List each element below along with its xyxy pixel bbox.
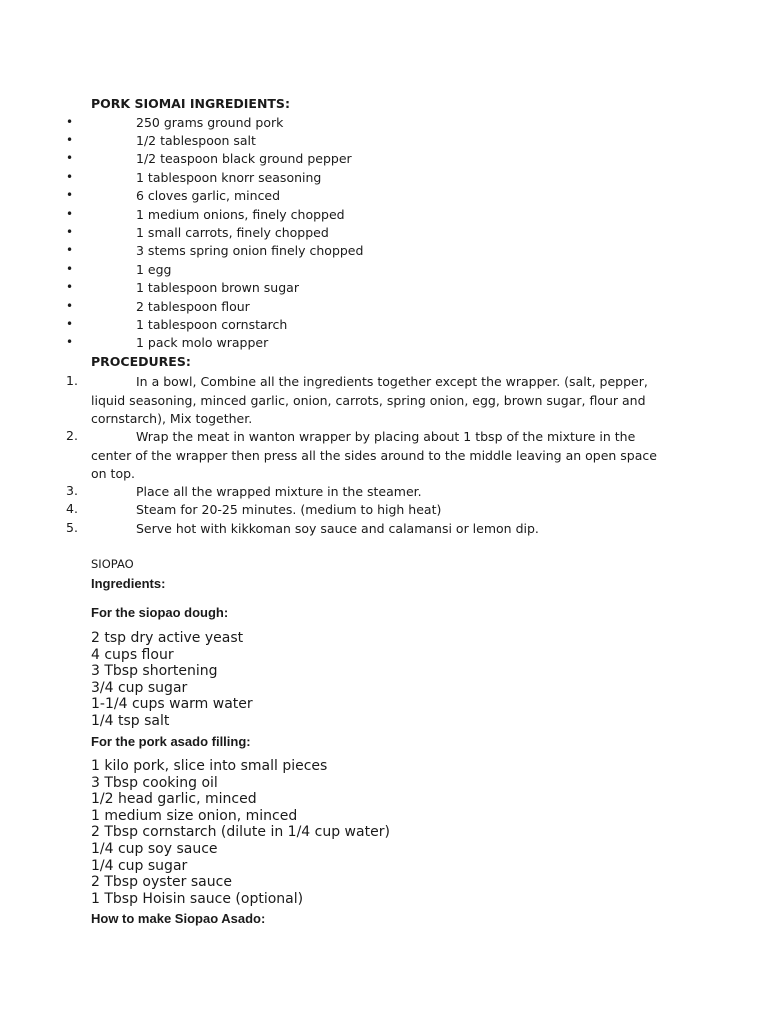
list-item: 1/4 tsp salt xyxy=(91,712,170,729)
list-item: 3 Tbsp shortening xyxy=(91,663,218,680)
list-item: 1 Tbsp Hoisin sauce (optional) xyxy=(91,890,304,907)
list-item: • 1 pack molo wrapper xyxy=(66,335,269,350)
list-item: 1/4 cup soy sauce xyxy=(91,840,218,857)
list-item: 1-1/4 cups warm water xyxy=(91,696,253,713)
list-item: • 1 egg xyxy=(66,262,172,277)
list-item: • 1/2 tablespoon salt xyxy=(66,133,256,148)
list-item: • 1 small carrots, finely chopped xyxy=(66,225,329,240)
document-page: PORK SIOMAI INGREDIENTS: • 250 grams ground pork • 1/2 tablespoon salt • 1/2 teaspoon black ground pepper • 1 tablespoon knorr seasoning • 6 cloves garlic, minced • 1 medium onions, finely chopped • 1 small carrots, finely chopped • 3 stems spring onion finely chopped • 1 egg • 1 tablespoon brown sugar • 2 tablespoon flour • 1 tablespoon cornstarch • 1 pack molo wrapper PROCEDURES: 1. In a bowl, Combine all the ingredients together except the wrapper. (salt, pepper, liquid seasoning, minced garlic, onion, carrots, spring onion, egg, brown sugar, flour and cornstarch), Mix together. 2. Wrap the meat in wanton wrapper by placing about 1 tbsp of the mixture in the center of the wrapper then press all the sides around to the middle leaving an open space on top. 3. Place all the wrapped mixture in the steamer. 4. Steam for 20-25 minutes. (medium to high heat) 5. Serve hot with kikkoman soy sauce and calamansi or lemon dip. SIOPAO Ingredients: For the siopao dough: 2 tsp dry active yeast 4 cups flour 3 Tbsp shortening 3/4 cup sugar 1-1/4 cups warm water 1/4 tsp salt For the pork asado filling: 1 kilo pork, slice into small pieces 3 Tbsp cooking oil 1/2 head garlic, minced 1 medium size onion, minced 2 Tbsp cornstarch (dilute in 1/4 cup water) 1/4 cup soy sauce 1/4 cup sugar 2 Tbsp oyster sauce 1 Tbsp Hoisin sauce (optional) How to make Siopao Asado: xyxy=(0,0,768,1024)
list-item: • 1/2 teaspoon black ground pepper xyxy=(66,151,352,166)
list-item: 4 cups flour xyxy=(91,646,174,663)
list-item: • 1 tablespoon brown sugar xyxy=(66,280,299,295)
list-item: 1/4 cup sugar xyxy=(91,857,188,874)
filling-heading: For the pork asado filling: xyxy=(91,734,251,749)
filling-ingredient-list xyxy=(91,758,390,907)
list-item: • 1 tablespoon cornstarch xyxy=(66,317,288,332)
list-item: • 3 stems spring onion finely chopped xyxy=(66,243,364,258)
list-item: 1/2 head garlic, minced xyxy=(91,791,257,808)
list-item: 2 Tbsp oyster sauce xyxy=(91,874,232,891)
list-item: • 250 grams ground pork xyxy=(66,115,284,130)
list-item: 3 Tbsp cooking oil xyxy=(91,774,218,791)
list-item: • 6 cloves garlic, minced xyxy=(66,188,281,203)
procedures-heading: PROCEDURES: xyxy=(91,354,191,369)
list-item: 3/4 cup sugar xyxy=(91,679,188,696)
list-item: 2 Tbsp cornstarch (dilute in 1/4 cup water) xyxy=(91,824,390,841)
howto-heading: How to make Siopao Asado: xyxy=(91,911,266,926)
list-item: 1 medium size onion, minced xyxy=(91,807,298,824)
list-item: • 1 medium onions, finely chopped xyxy=(66,207,345,222)
siomai-ingredients-heading: PORK SIOMAI INGREDIENTS: xyxy=(91,96,290,111)
list-item: • 1 tablespoon knorr seasoning xyxy=(66,170,322,185)
siopao-ingredients-heading: Ingredients: xyxy=(91,576,166,591)
dough-heading: For the siopao dough: xyxy=(91,605,229,620)
siopao-title: SIOPAO xyxy=(91,557,134,571)
list-item: • 2 tablespoon flour xyxy=(66,299,250,314)
list-item: 1 kilo pork, slice into small pieces xyxy=(91,758,328,774)
list-item: 2 tsp dry active yeast xyxy=(91,630,244,646)
dough-ingredient-list xyxy=(91,630,253,730)
